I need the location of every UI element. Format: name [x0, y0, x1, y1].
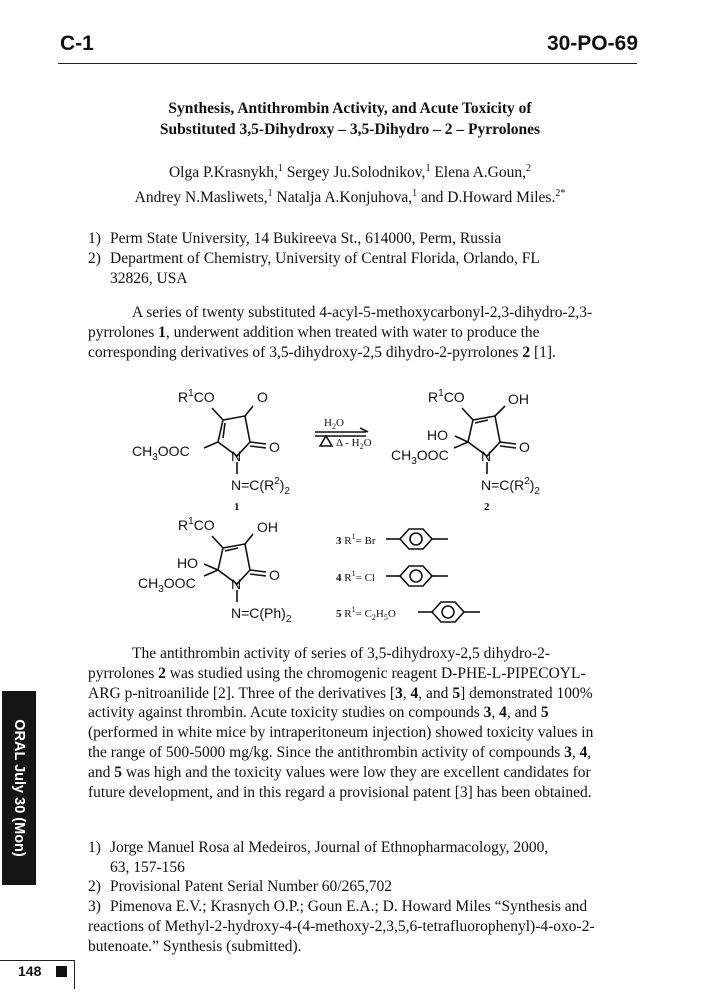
substituent-4: 4 $R^1= Cl$ [336, 569, 375, 584]
intro-text: A series of twenty substituted 4-acyl-5-methoxycarbonyl-2,3-dihydro-2,3-pyrrolones [88, 304, 593, 341]
compound-ref: 2 [158, 664, 166, 682]
body-text: was high and the toxicity values were low they are excellent candidates for future development, and in this regard a provisional patent [3] has been obtained. [88, 763, 592, 801]
reaction-arrow [315, 428, 368, 436]
compound-label-1: 1 [234, 501, 240, 513]
affiliation-number: 2) [88, 250, 101, 267]
reference-number: 1) [88, 839, 101, 856]
author-name: and D.Howard Miles. [421, 189, 556, 206]
intro-paragraph [88, 303, 610, 363]
authors-line-1 [80, 164, 620, 182]
abstract-code: 30-PO-69 [546, 32, 638, 55]
header-divider [58, 63, 637, 64]
reference-1 [88, 838, 618, 878]
imine-label: $N=C(R^2)_2$ [231, 476, 290, 497]
author-affiliation-marker: 1 [267, 187, 273, 199]
hydroxy-label: HO [177, 555, 198, 571]
hydroxy-label: OH [508, 391, 529, 407]
oxo-label: O [257, 389, 268, 405]
body-text: , [491, 704, 500, 722]
author-affiliation-marker: 1 [277, 162, 283, 174]
nitrogen-label: N [231, 576, 242, 592]
nitrogen-label: N [231, 448, 242, 464]
reference-2 [88, 877, 618, 897]
ester-label: $CH_3OOC$ [391, 447, 449, 467]
reagent-heat-dehydration: Δ - $H_2O$ [336, 437, 372, 451]
body-text: , and [88, 743, 592, 781]
author-name: Olga P.Krasnykh, [168, 164, 278, 181]
compound-ref: 5 [452, 684, 461, 702]
affiliation-number: 1) [88, 230, 101, 247]
delta-icon [320, 436, 332, 446]
reagent-water: $H_2O$ [324, 417, 344, 431]
phenyl-ring-3 [386, 529, 448, 549]
compound-ref: 4 [410, 684, 419, 702]
body-text: , and [506, 704, 541, 722]
hydroxy-label: OH [257, 519, 278, 535]
page-marker-square [56, 966, 67, 977]
body-text: The antithrombin activity of series of 3,5-dihydroxy-2,5 dihydro-2-pyrrolones [88, 645, 550, 682]
compound-ref: 5 [114, 763, 123, 781]
reference-number: 3) [88, 898, 101, 915]
phenyl-ring-5 [418, 602, 480, 622]
author-affiliation-marker: 2 [526, 162, 532, 174]
body-text: ] demonstrated 100% activity against thrombin. Acute toxicity studies on compounds [88, 684, 593, 722]
results-paragraph [88, 644, 610, 802]
affiliation-text: Perm State University, 14 Bukireeva St., 614000, Perm, Russia [110, 230, 502, 247]
reference-text: Jorge Manuel Rosa al Medeiros, Journal of Ethnopharmacology, 2000, [110, 839, 549, 856]
session-side-tab [2, 691, 36, 885]
authors-line-2 [80, 189, 620, 207]
oxo-label: O [519, 439, 530, 455]
body-text: , and [418, 684, 453, 702]
acyl-label: $R^1CO$ [428, 388, 465, 405]
session-label: ORAL July 30 (Mon) [11, 719, 27, 857]
body-text: (performed in white mice by intraperitoneum injection) showed toxicity values in the range of 500-5000 mg/kg. Since the antithrombin activity of compounds [88, 724, 594, 761]
oxo-label: O [269, 567, 280, 583]
author-name: Elena A.Goun, [434, 164, 527, 181]
author-name: Sergey Ju.Solodnikov, [286, 164, 426, 181]
author-name: Natalja A.Konjuhova, [276, 189, 413, 206]
ester-label: $CH_3OOC$ [132, 443, 190, 463]
affiliation-continuation: 32826, USA [110, 270, 188, 287]
body-text: , [402, 684, 411, 702]
author-affiliation-marker: 1 [412, 187, 418, 199]
acyl-label: $R^1CO$ [178, 516, 215, 533]
section-label: C-1 [60, 32, 94, 55]
affiliation-text: Department of Chemistry, University of Central Florida, Orlando, FL [110, 250, 540, 267]
author-name: Andrey N.Masliwets, [134, 189, 268, 206]
compound-label-2: 2 [484, 501, 490, 513]
intro-text: [1]. [530, 344, 556, 361]
body-text: was studied using the chromogenic reagent D-PHE-L-PIPECOYL-ARG p-nitroanilide [2]. Three of the derivatives [ [88, 664, 586, 702]
acyl-label: $R^1CO$ [178, 388, 215, 405]
reference-3 [88, 897, 618, 956]
imine-label: $N=C(R^2)_2$ [481, 476, 540, 497]
compound-ref: 4 [499, 704, 507, 722]
ester-label: $CH_3OOC$ [138, 575, 196, 595]
page-number: 148 [18, 963, 42, 979]
reaction-scheme [120, 378, 600, 638]
phenyl-ring-4 [386, 566, 448, 586]
affiliation-2 [88, 249, 608, 289]
affiliation-1 [88, 229, 608, 249]
reference-text: Provisional Patent Serial Number 60/265,702 [110, 878, 392, 895]
body-text: , [571, 743, 580, 761]
compound-ref: 2 [522, 344, 531, 361]
author-affiliation-marker: 1 [425, 162, 431, 174]
oxo-label: O [269, 439, 280, 455]
compound-ref: 3 [483, 704, 492, 722]
compound-ref: 4 [579, 743, 588, 761]
imine-diphenyl-label: $N=C(Ph)_2$ [231, 605, 292, 625]
title-line-1: Synthesis, Antithrombin Activity, and Acute Toxicity of [168, 100, 532, 117]
compound-ref: 3 [395, 684, 403, 702]
author-affiliation-marker: 2* [555, 187, 566, 199]
reference-text: Pimenova E.V.; Krasnych O.P.; Goun E.A.; D. Howard Miles “Synthesis and reactions of Methyl-2-hydroxy-4-(4-methoxy-2,3,5,6-tetrafluorophenyl)-4-oxo-2-butenoate.” Synthesis (submitted). [88, 898, 595, 955]
compound-ref: 5 [540, 704, 549, 722]
reference-number: 2) [88, 878, 101, 895]
compound-ref: 1 [158, 324, 166, 341]
hydroxy-label: HO [427, 427, 448, 443]
substituent-3: 3 $R^1= Br$ [336, 532, 376, 547]
nitrogen-label: N [481, 448, 492, 464]
reference-continuation: 63, 157-156 [110, 858, 185, 876]
title-line-2: Substituted 3,5-Dihydroxy – 3,5-Dihydro – 2 – Pyrrolones [159, 121, 541, 138]
intro-text: , underwent addition when treated with water to produce the corresponding derivatives of 3,5-dihydroxy-2,5 dihydro-2-pyrrolones [88, 324, 540, 361]
substituent-5: 5 $R^1= C_2H_5O$ [336, 605, 396, 622]
compound-ref: 3 [564, 743, 572, 761]
paper-title [80, 98, 620, 140]
